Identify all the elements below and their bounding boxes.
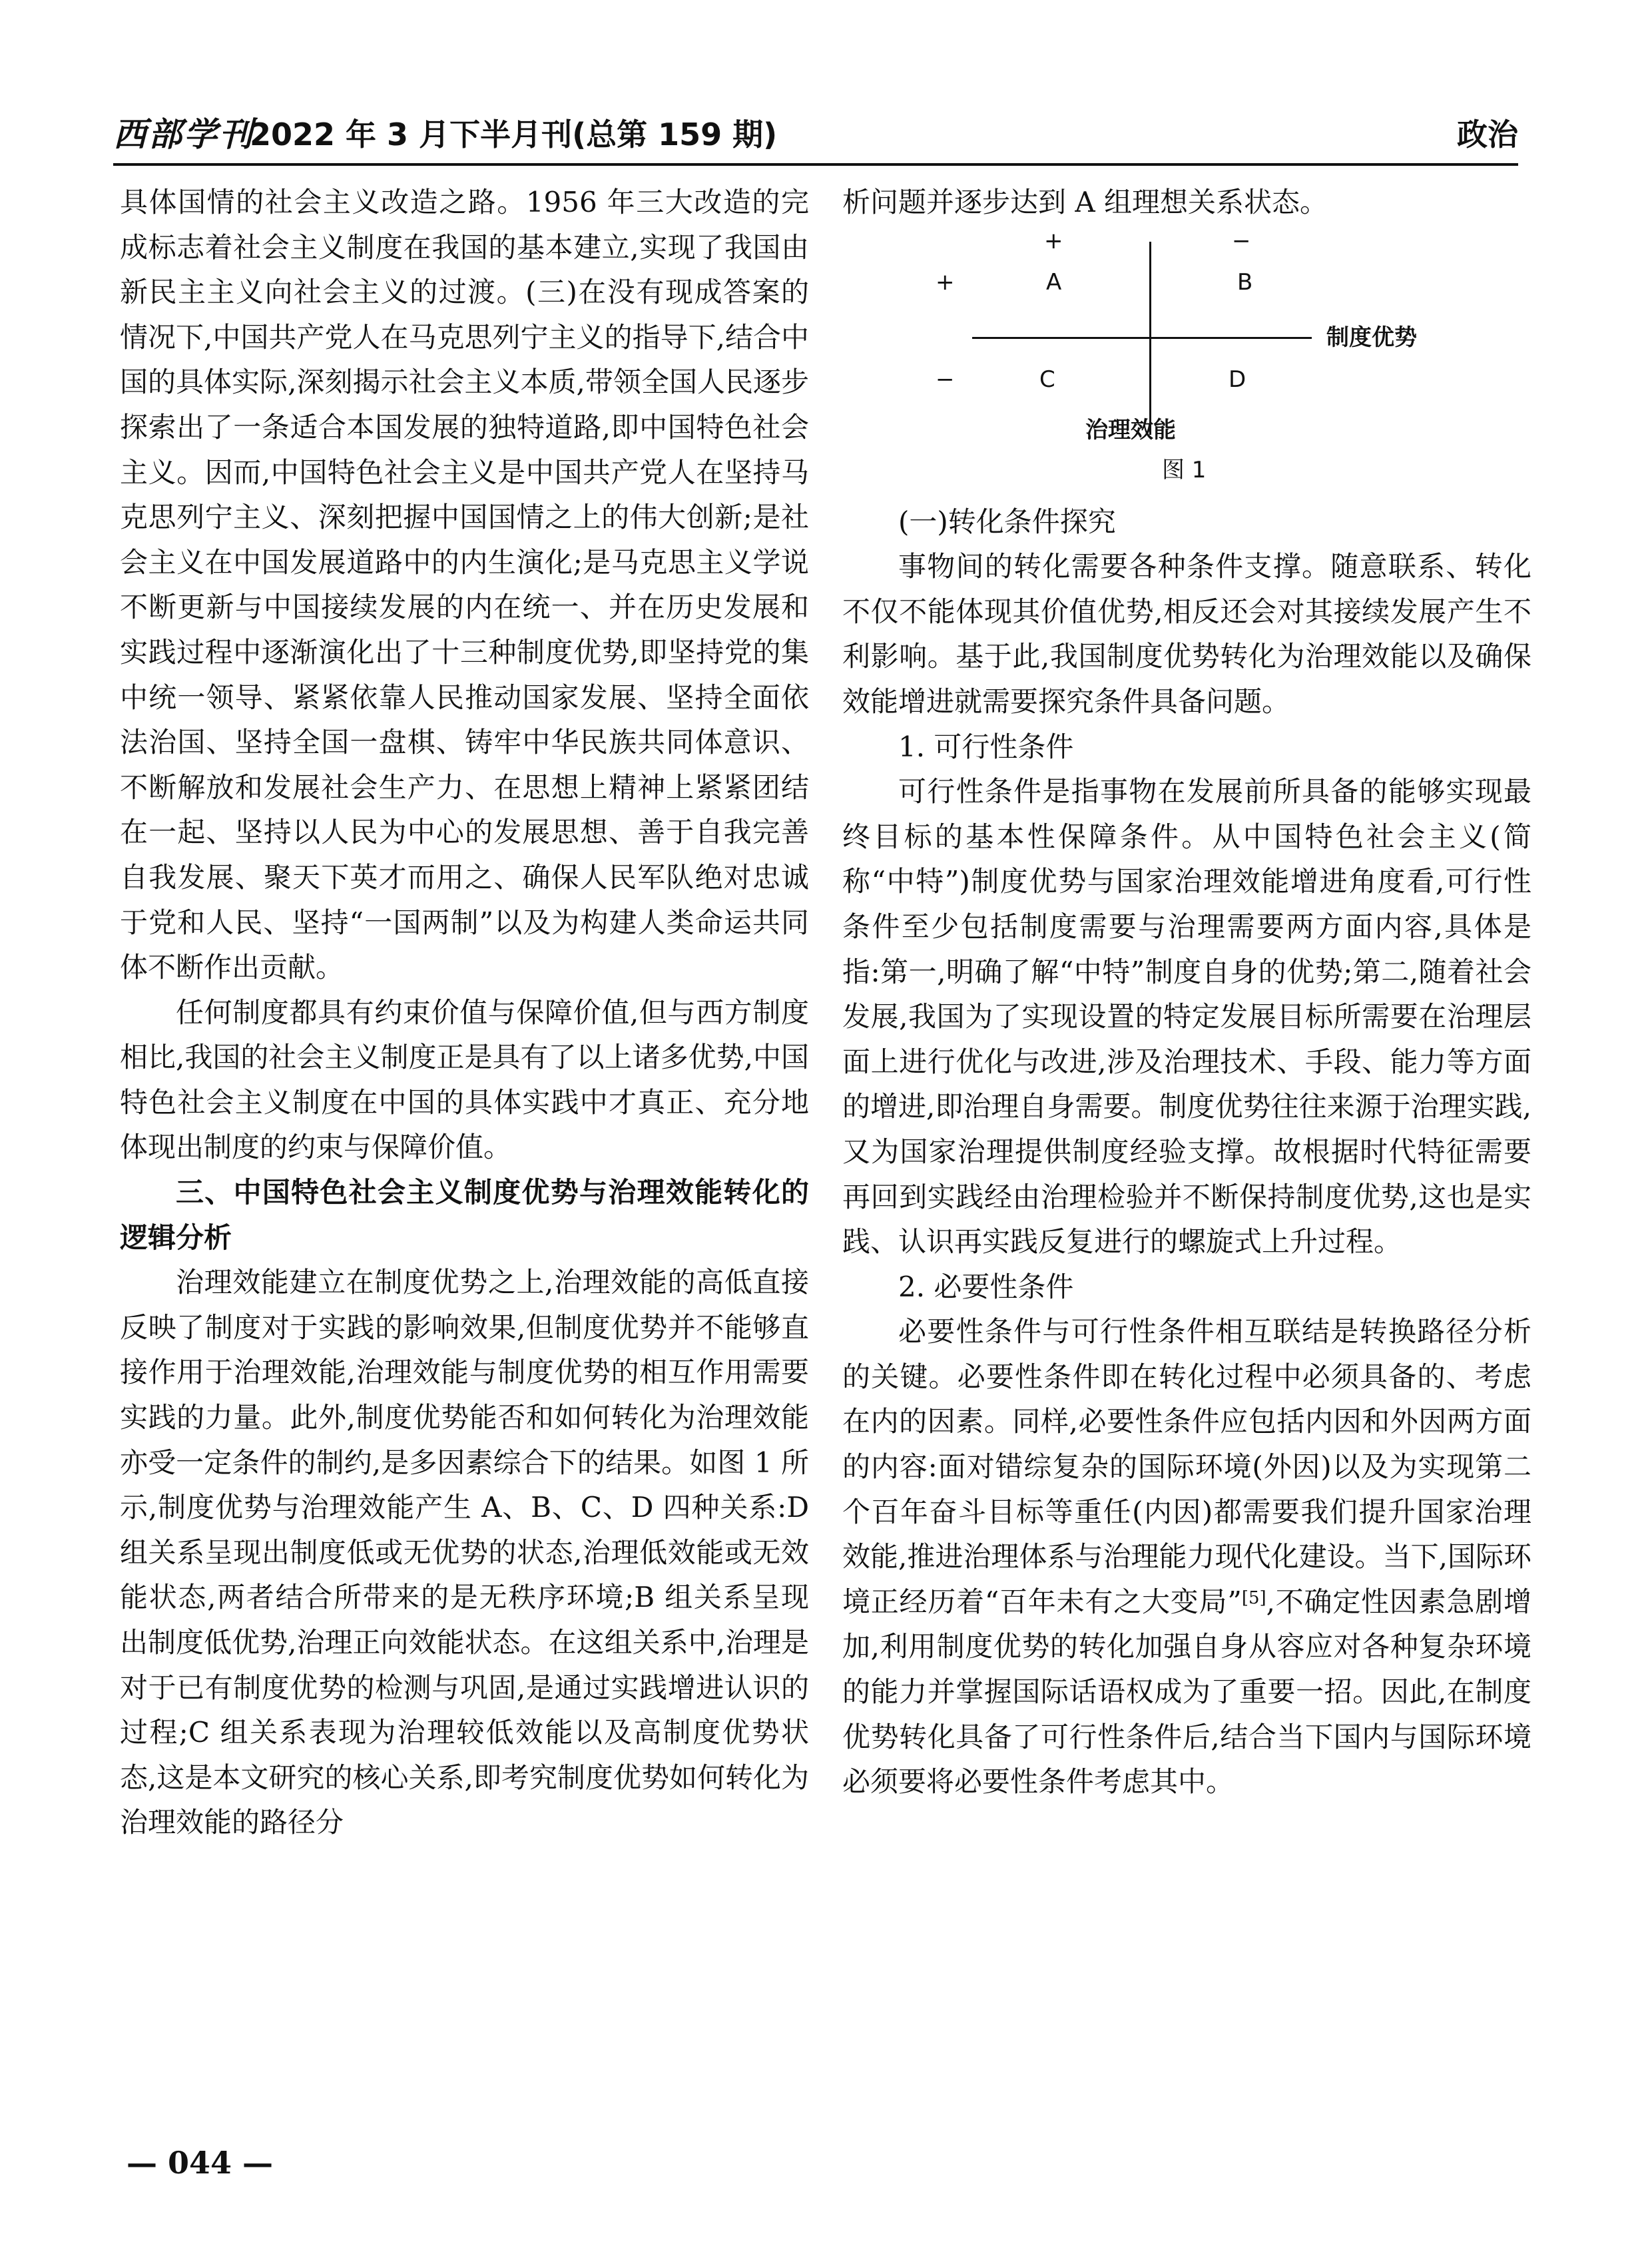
sign-plus-top: + <box>1044 227 1063 254</box>
vertical-axis-label: 治理效能 <box>1085 416 1176 443</box>
quadrant-a-label: A <box>1046 268 1062 296</box>
citation-ref: [5] <box>1241 1587 1266 1608</box>
figure-1 <box>842 225 1531 499</box>
paragraph: 事物间的转化需要各种条件支撑。随意联系、转化不仅不能体现其价值优势,相反还会对其接续发展产生不利影响。基于此,我国制度优势转化为治理效能以及确保效能增进就需要探究条件具备问题。 <box>842 550 1531 718</box>
subsection-heading: 2. 必要性条件 <box>898 1270 1074 1303</box>
journal-logo: 西部学刊 <box>113 115 254 154</box>
paragraph: 可行性条件是指事物在发展前所具备的能够实现最终目标的基本性保障条件。从中国特色社会主义(简称“中特”)制度优势与国家治理效能增进角度看,可行性条件至少包括制度需要与治理需要两方面内容,具体是指:第一,明确了解“中特”制度自身的优势;第二,随着社会发展,我国为了实现设置的特定发展目标所需要在治理层面上进行优化与改进,涉及治理技术、手段、能力等方面的增进,即治理自身需要。制度优势往往来源于治理实践,又为国家治理提供制度经验支撑。故根据时代特征需要再回到实践经由治理检验并不断保持制度优势,这也是实践、认识再实践反复进行的螺旋式上升过程。 <box>842 775 1531 1259</box>
figure-caption: 图 1 <box>1162 456 1207 483</box>
paragraph-text: 必要性条件与可行性条件相互联结是转换路径分析的关键。必要性条件即在转化过程中必须具备的、考虑在内的因素。同样,必要性条件应包括内因和外因两方面的内容:面对错综复杂的国际环境(外因)以及为实现第二个百年奋斗目标等重任(内因)都需要我们提升国家治理效能,推进治理体系与治理能力现代化建设。当下,国际环境正经历着“百年未有之大变局” <box>842 1315 1531 1618</box>
paragraph: 治理效能建立在制度优势之上,治理效能的高低直接反映了制度对于实践的影响效果,但制度优势并不能够直接作用于治理效能,治理效能与制度优势的相互作用需要实践的力量。此外,制度优势能否和如何转化为治理效能亦受一定条件的制约,是多因素综合下的结果。如图 1 所示,制度优势与治理效能产生 A、B、C、D 四种关系:D 组关系呈现出制度低或无优势的状态,治理低效能或无效能状态,两者结合所带来的是无秩序环境;B 组关系呈现出制度低优势,治理正向效能状态。在这组关系中,治理是对于已有制度优势的检测与巩固,是通过实践增进认识的过程;C 组关系表现为治理较低效能以及高制度优势状态,这是本文研究的核心关系,即考究制度优势如何转化为治理效能的路径分 <box>120 1266 809 1839</box>
running-header <box>113 108 1518 161</box>
sign-plus-left: + <box>936 268 955 296</box>
paragraph: 任何制度都具有约束价值与保障价值,但与西方制度相比,我国的社会主义制度正是具有了以上诸多优势,中国特色社会主义制度在中国的具体实践中才真正、充分地体现出制度的约束与保障价值。 <box>120 995 809 1164</box>
issue-label: 2022 年 3 月下半月刊(总第 159 期) <box>250 117 778 152</box>
right-column <box>842 180 1531 1805</box>
section-label: 政治 <box>1457 117 1518 152</box>
paragraph-text: ,不确定性因素急剧增加,利用制度优势的转化加强自身从容应对各种复杂环境的能力并掌握国际话语权成为了重要一招。因此,在制度优势转化具备了可行性条件后,结合当下国内与国际环境必须要将必要性条件考虑其中。 <box>842 1585 1531 1799</box>
section-heading: 三、中国特色社会主义制度优势与治理效能转化的逻辑分析 <box>120 1176 809 1254</box>
sign-minus-left: − <box>936 366 955 393</box>
quadrant-d-label: D <box>1229 366 1246 393</box>
left-column <box>120 180 809 1845</box>
horizontal-axis-label: 制度优势 <box>1326 324 1417 351</box>
sign-minus-top: − <box>1232 227 1251 254</box>
quadrant-b-label: B <box>1237 268 1253 296</box>
subsection-heading: 1. 可行性条件 <box>898 730 1074 763</box>
paragraph <box>842 1309 1531 1805</box>
header-rule <box>113 163 1518 166</box>
paragraph: 析问题并逐步达到 A 组理想关系状态。 <box>842 186 1328 218</box>
paragraph: 具体国情的社会主义改造之路。1956 年三大改造的完成标志着社会主义制度在我国的基本建立,实现了我国由新民主主义向社会主义的过渡。(三)在没有现成答案的情况下,中国共产党人在马克思列宁主义的指导下,结合中国的具体实际,深刻揭示社会主义本质,带领全国人民逐步探索出了一条适合本国发展的独特道路,即中国特色社会主义。因而,中国特色社会主义是中国共产党人在坚持马克思列宁主义、深刻把握中国国情之上的伟大创新;是社会主义在中国发展道路中的内生演化;是马克思主义学说不断更新与中国接续发展的内在统一、并在历史发展和实践过程中逐渐演化出了十三种制度优势,即坚持党的集中统一领导、紧紧依靠人民推动国家发展、坚持全面依法治国、坚持全国一盘棋、铸牢中华民族共同体意识、不断解放和发展社会生产力、在思想上精神上紧紧团结在一起、坚持以人民为中心的发展思想、善于自我完善自我发展、聚天下英才而用之、确保人民军队绝对忠诚于党和人民、坚持“一国两制”以及为构建人类命运共同体不断作出贡献。 <box>120 186 809 984</box>
subsection-heading: (一)转化条件探究 <box>898 505 1116 538</box>
page-number: — 044 — <box>127 2145 274 2181</box>
quadrant-c-label: C <box>1039 366 1055 393</box>
horizontal-axis <box>972 337 1312 339</box>
